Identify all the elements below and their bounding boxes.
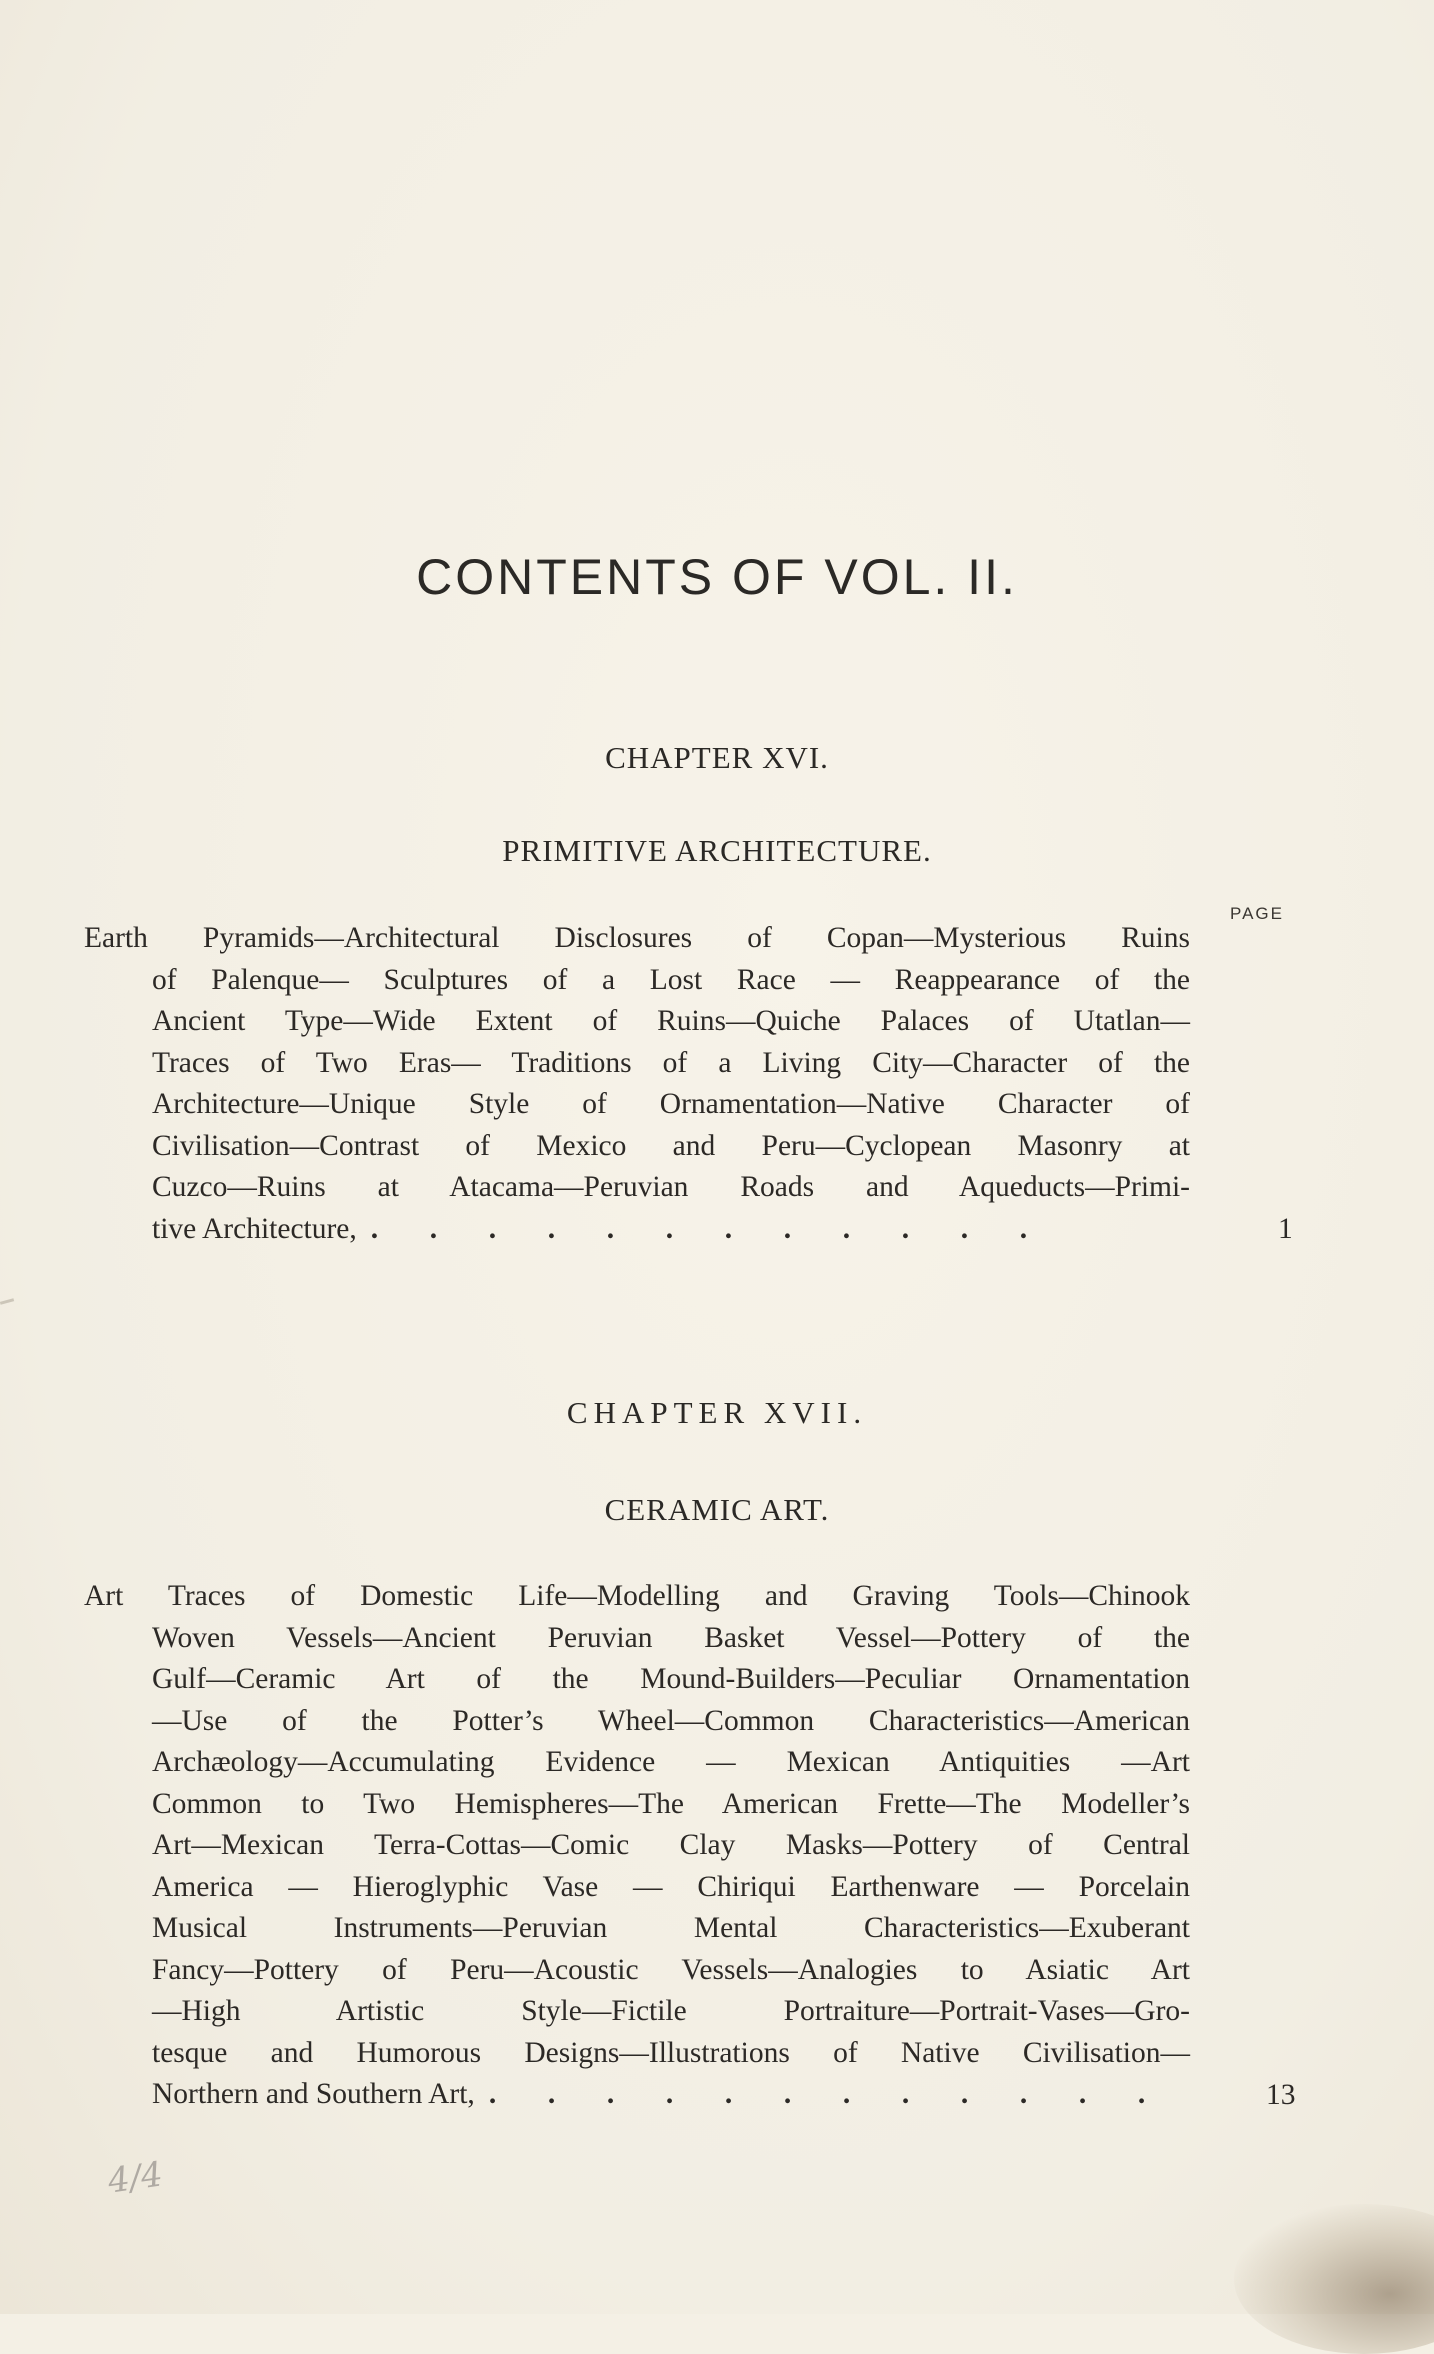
page-column-label: PAGE (1230, 904, 1284, 923)
summary-line: of Palenque— Sculptures of a Lost Race — Reappearance of the (152, 963, 1190, 996)
summary-line: Woven Vessels—Ancient Peruvian Basket Vessel—Pottery of the (152, 1621, 1190, 1654)
summary-line: Art Traces of Domestic Life—Modelling and Graving Tools—Chinook (84, 1580, 1190, 1612)
summary-line: Fancy—Pottery of Peru—Acoustic Vessels—Analogies to Asiatic Art (152, 1953, 1190, 1986)
summary-line: —High Artistic Style—Fictile Portraiture—Portrait-Vases—Gro- (152, 1995, 1190, 2027)
summary-line: Ancient Type—Wide Extent of Ruins—Quiche Palaces of Utatlan— (152, 1005, 1190, 1037)
summary-last-line (84, 2074, 1190, 2116)
summary-line: tesque and Humorous Designs—Illustrations of Native Civilisation— (152, 2036, 1190, 2069)
chapter-16-summary (84, 918, 1190, 1250)
summary-line: Art—Mexican Terra-Cottas—Comic Clay Masks—Pottery of Central (152, 1829, 1190, 1861)
summary-line: Common to Two Hemispheres—The American Frette—The Modeller’s (152, 1787, 1190, 1820)
summary-line: Northern and Southern Art, (152, 2078, 475, 2110)
thumb-smudge (1234, 2204, 1434, 2354)
summary-line: Gulf—Ceramic Art of the Mound-Builders—Peculiar Ornamentation (152, 1663, 1190, 1695)
summary-line: tive Architecture, (152, 1212, 357, 1245)
chapter-17-page-number: 13 (1266, 2079, 1296, 2111)
summary-line: —Use of the Potter’s Wheel—Common Characteristics—American (152, 1704, 1190, 1737)
summary-line: Earth Pyramids—Architectural Disclosures of Copan—Mysterious Ruins (84, 922, 1190, 954)
chapter-17-summary (84, 1576, 1190, 2116)
summary-line: Archæology—Accumulating Evidence — Mexican Antiquities —Art (152, 1746, 1190, 1778)
chapter-17-heading: CHAPTER XVII. (566, 1395, 868, 1430)
summary-line: Traces of Two Eras— Traditions of a Living City—Character of the (152, 1046, 1190, 1079)
summary-line: Architecture—Unique Style of Ornamentation—Native Character of (152, 1088, 1190, 1120)
pencil-annotation: 4/4 (105, 2154, 166, 2202)
chapter-17-subtitle: CERAMIC ART. (604, 1492, 830, 1527)
summary-last-line (84, 1209, 1190, 1251)
chapter-16-heading: CHAPTER XVI. (605, 740, 829, 775)
chapter-16-subtitle: PRIMITIVE ARCHITECTURE. (502, 833, 932, 868)
page-edge-mark (0, 1298, 14, 1305)
summary-line: Cuzco—Ruins at Atacama—Peruvian Roads and Aqueducts—Primi- (152, 1171, 1190, 1203)
summary-line: America — Hieroglyphic Vase — Chiriqui Earthenware — Porcelain (152, 1870, 1190, 1903)
dot-leader (371, 1209, 1190, 1251)
dot-leader (489, 2074, 1190, 2116)
summary-line: Musical Instruments—Peruvian Mental Characteristics—Exuberant (152, 1912, 1190, 1944)
chapter-16-page-number: 1 (1278, 1213, 1293, 1245)
page-title: CONTENTS OF VOL. II. (416, 549, 1018, 605)
summary-line: Civilisation—Contrast of Mexico and Peru—Cyclopean Masonry at (152, 1129, 1190, 1162)
